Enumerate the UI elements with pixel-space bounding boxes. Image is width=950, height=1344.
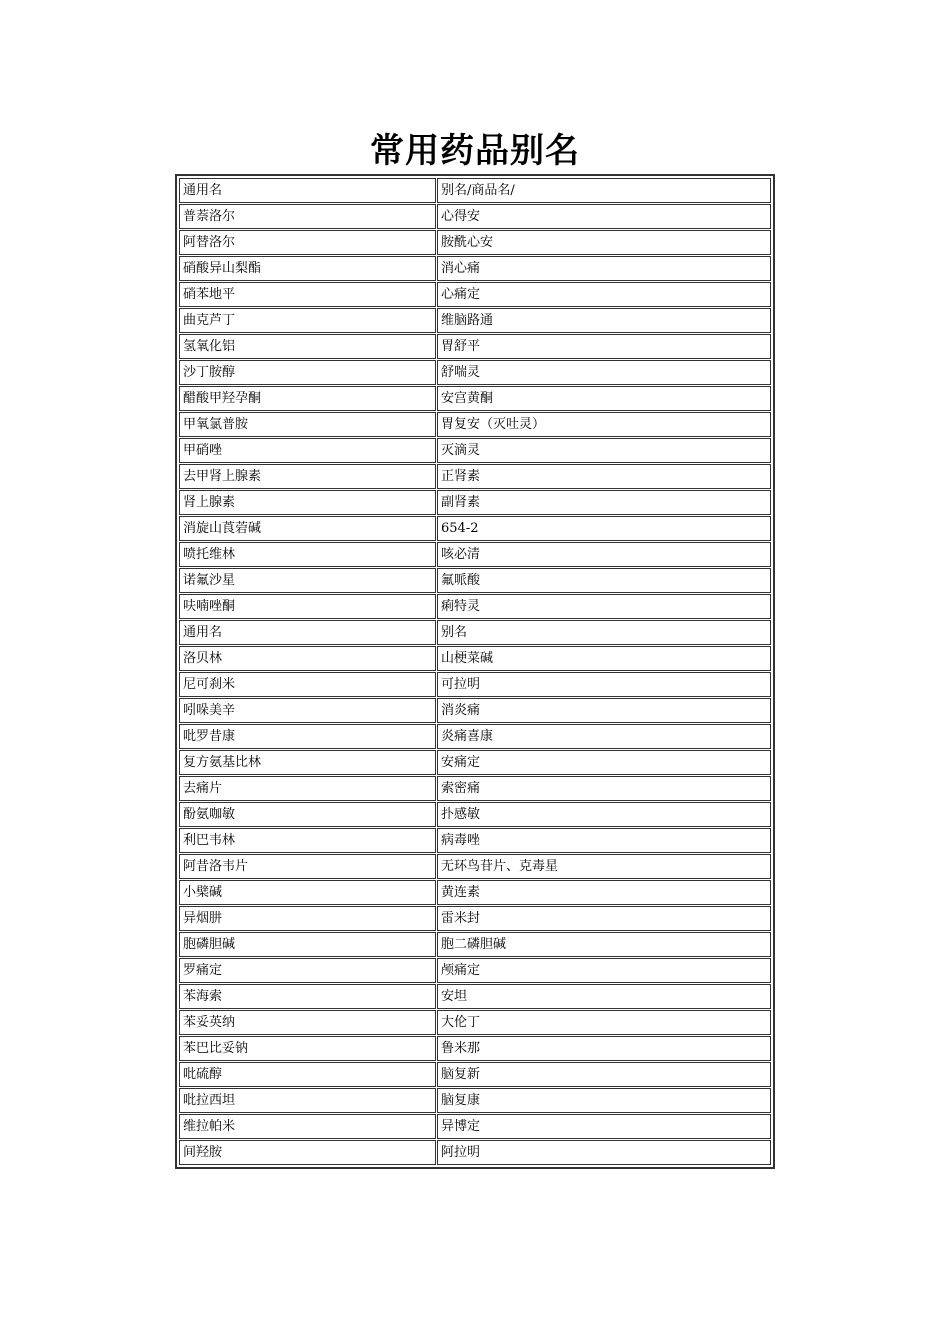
alias-name-cell: 胃复安（灭吐灵） (437, 412, 771, 437)
generic-name-cell: 醋酸甲羟孕酮 (179, 386, 436, 411)
alias-name-cell: 痢特灵 (437, 594, 771, 619)
table-row (179, 802, 771, 827)
generic-name-cell: 胞磷胆碱 (179, 932, 436, 957)
generic-name-cell: 吲哚美辛 (179, 698, 436, 723)
table-row (179, 386, 771, 411)
table-row (179, 360, 771, 385)
table-row (179, 906, 771, 931)
generic-name-cell: 复方氨基比林 (179, 750, 436, 775)
table-row (179, 308, 771, 333)
generic-name-cell: 去痛片 (179, 776, 436, 801)
generic-name-cell: 通用名 (179, 178, 436, 203)
table-row (179, 672, 771, 697)
alias-name-cell: 胞二磷胆碱 (437, 932, 771, 957)
alias-name-cell: 安坦 (437, 984, 771, 1009)
table-row (179, 464, 771, 489)
drug-alias-table-frame (175, 174, 775, 1169)
alias-name-cell: 大伦丁 (437, 1010, 771, 1035)
table-row (179, 334, 771, 359)
table-row (179, 516, 771, 541)
generic-name-cell: 硝酸异山梨酯 (179, 256, 436, 281)
table-row (179, 204, 771, 229)
table-row (179, 646, 771, 671)
generic-name-cell: 氢氧化铝 (179, 334, 436, 359)
generic-name-cell: 间羟胺 (179, 1140, 436, 1165)
page-title: 常用药品别名 (370, 131, 580, 171)
table-row (179, 1010, 771, 1035)
alias-name-cell: 维脑路通 (437, 308, 771, 333)
alias-name-cell: 安痛定 (437, 750, 771, 775)
generic-name-cell: 肾上腺素 (179, 490, 436, 515)
alias-name-cell: 消心痛 (437, 256, 771, 281)
table-row (179, 490, 771, 515)
table-row (179, 698, 771, 723)
alias-name-cell: 异博定 (437, 1114, 771, 1139)
alias-name-cell: 灭滴灵 (437, 438, 771, 463)
generic-name-cell: 尼可刹米 (179, 672, 436, 697)
table-row (179, 828, 771, 853)
generic-name-cell: 苯巴比妥钠 (179, 1036, 436, 1061)
table-row (179, 776, 771, 801)
alias-name-cell: 脑复康 (437, 1088, 771, 1113)
alias-name-cell: 病毒唑 (437, 828, 771, 853)
table-row (179, 1114, 771, 1139)
table-row (179, 230, 771, 255)
generic-name-cell: 阿替洛尔 (179, 230, 436, 255)
table-row (179, 932, 771, 957)
table-row (179, 724, 771, 749)
table-row (179, 880, 771, 905)
alias-name-cell: 胃舒平 (437, 334, 771, 359)
table-row (179, 854, 771, 879)
drug-alias-table (178, 177, 772, 1166)
alias-name-cell: 咳必清 (437, 542, 771, 567)
table-row (179, 412, 771, 437)
alias-name-cell: 雷米封 (437, 906, 771, 931)
generic-name-cell: 吡硫醇 (179, 1062, 436, 1087)
alias-name-cell: 索密痛 (437, 776, 771, 801)
generic-name-cell: 阿昔洛韦片 (179, 854, 436, 879)
alias-name-cell: 脑复新 (437, 1062, 771, 1087)
generic-name-cell: 洛贝林 (179, 646, 436, 671)
generic-name-cell: 异烟肼 (179, 906, 436, 931)
alias-name-cell: 氟哌酸 (437, 568, 771, 593)
alias-name-cell: 舒喘灵 (437, 360, 771, 385)
alias-name-cell: 可拉明 (437, 672, 771, 697)
alias-name-cell: 别名/商品名/ (437, 178, 771, 203)
generic-name-cell: 酚氨咖敏 (179, 802, 436, 827)
table-row (179, 1088, 771, 1113)
table-row (179, 984, 771, 1009)
alias-name-cell: 安宫黄酮 (437, 386, 771, 411)
alias-name-cell: 炎痛喜康 (437, 724, 771, 749)
alias-name-cell: 胺酰心安 (437, 230, 771, 255)
generic-name-cell: 普萘洛尔 (179, 204, 436, 229)
generic-name-cell: 沙丁胺醇 (179, 360, 436, 385)
alias-name-cell: 颅痛定 (437, 958, 771, 983)
table-row (179, 568, 771, 593)
alias-name-cell: 心得安 (437, 204, 771, 229)
table-row (179, 256, 771, 281)
generic-name-cell: 曲克芦丁 (179, 308, 436, 333)
generic-name-cell: 通用名 (179, 620, 436, 645)
table-row (179, 958, 771, 983)
generic-name-cell: 甲氧氯普胺 (179, 412, 436, 437)
table-row (179, 1062, 771, 1087)
alias-name-cell: 扑感敏 (437, 802, 771, 827)
alias-name-cell: 副肾素 (437, 490, 771, 515)
generic-name-cell: 喷托维林 (179, 542, 436, 567)
alias-name-cell: 消炎痛 (437, 698, 771, 723)
table-row (179, 1140, 771, 1165)
generic-name-cell: 维拉帕米 (179, 1114, 436, 1139)
table-row (179, 282, 771, 307)
alias-name-cell: 正肾素 (437, 464, 771, 489)
alias-name-cell: 心痛定 (437, 282, 771, 307)
table-row (179, 594, 771, 619)
table-row (179, 1036, 771, 1061)
table-row (179, 178, 771, 203)
table-row (179, 620, 771, 645)
generic-name-cell: 呋喃唑酮 (179, 594, 436, 619)
drug-alias-table-body (179, 178, 771, 1165)
generic-name-cell: 消旋山莨菪碱 (179, 516, 436, 541)
generic-name-cell: 吡罗昔康 (179, 724, 436, 749)
generic-name-cell: 罗痛定 (179, 958, 436, 983)
generic-name-cell: 吡拉西坦 (179, 1088, 436, 1113)
alias-name-cell: 山梗菜碱 (437, 646, 771, 671)
generic-name-cell: 利巴韦林 (179, 828, 436, 853)
generic-name-cell: 硝苯地平 (179, 282, 436, 307)
generic-name-cell: 诺氟沙星 (179, 568, 436, 593)
generic-name-cell: 去甲肾上腺素 (179, 464, 436, 489)
generic-name-cell: 小檗碱 (179, 880, 436, 905)
generic-name-cell: 甲硝唑 (179, 438, 436, 463)
alias-name-cell: 黄连素 (437, 880, 771, 905)
table-row (179, 438, 771, 463)
table-row (179, 542, 771, 567)
alias-name-cell: 别名 (437, 620, 771, 645)
generic-name-cell: 苯妥英纳 (179, 1010, 436, 1035)
alias-name-cell: 654-2 (437, 516, 771, 541)
table-row (179, 750, 771, 775)
alias-name-cell: 阿拉明 (437, 1140, 771, 1165)
generic-name-cell: 苯海索 (179, 984, 436, 1009)
alias-name-cell: 鲁米那 (437, 1036, 771, 1061)
alias-name-cell: 无环鸟苷片、克毒星 (437, 854, 771, 879)
